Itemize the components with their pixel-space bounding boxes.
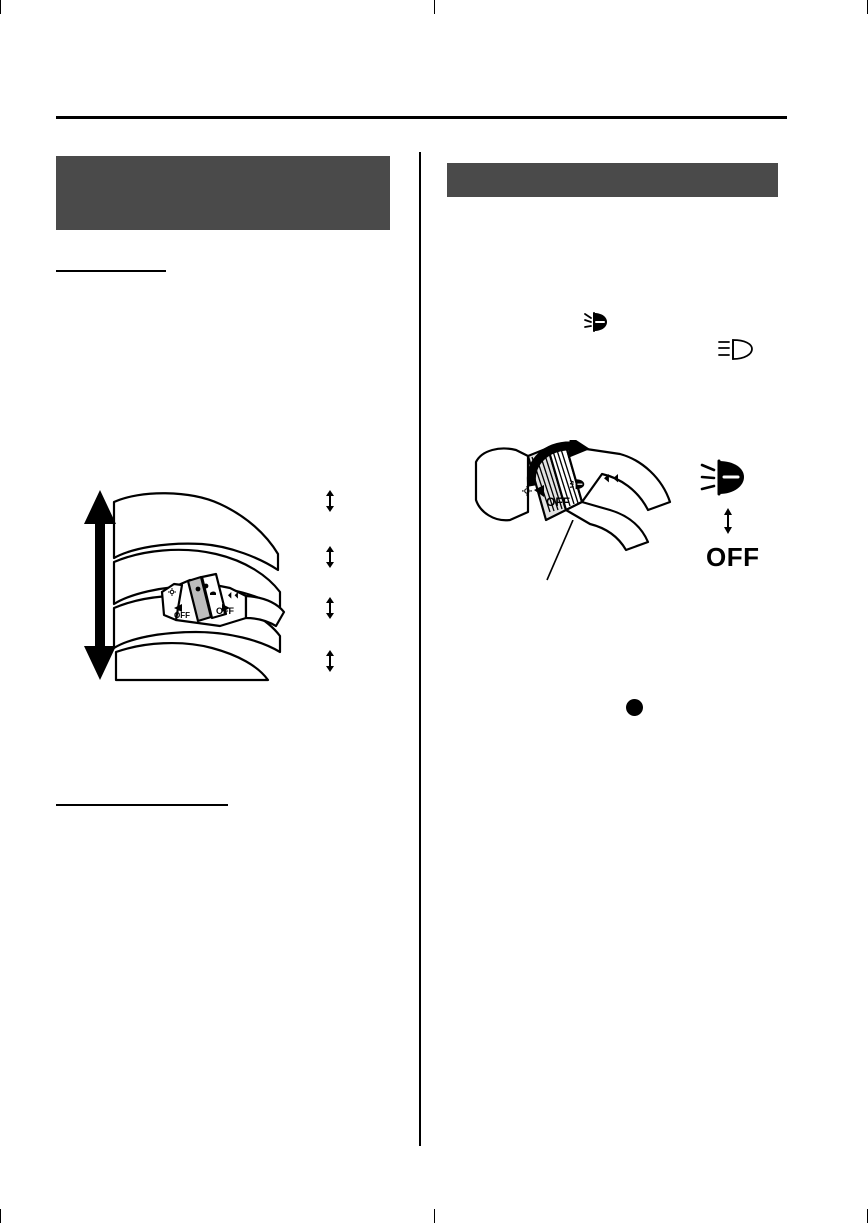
fog-lamp-callout-icon [700,455,752,503]
fog-lamp-icon [583,308,613,338]
left-section-title-bar [56,156,390,230]
bullet-point-marker [626,699,643,716]
left-subheading-1 [56,252,166,272]
right-section-title-bar [447,163,778,197]
headlamp-icon [717,337,757,363]
left-subheading-2 [56,786,228,806]
tick-arrow-2-icon [324,546,336,568]
left-illustration-tick-column [318,484,342,684]
callout-off-label: OFF [706,542,760,572]
tick-arrow-4-icon [324,650,336,672]
crop-mark-top-left [0,0,1,14]
header-rule [56,116,787,119]
tick-arrow-3-icon [324,597,336,619]
callout-up-down-arrow-icon [722,508,734,534]
crop-mark-bottom-center [434,1209,435,1223]
svg-text:OFF: OFF [216,606,234,616]
tick-arrow-1-icon [324,490,336,512]
column-divider [419,152,421,1146]
svg-text:OFF: OFF [546,495,570,509]
callout-leader-line [545,520,575,582]
crop-mark-top-center [434,0,435,14]
right-illustration-fog-switch [470,440,680,585]
crop-mark-bottom-left [0,1209,1,1223]
up-down-arrow-icon [82,490,118,680]
svg-text:OFF: OFF [174,611,190,620]
